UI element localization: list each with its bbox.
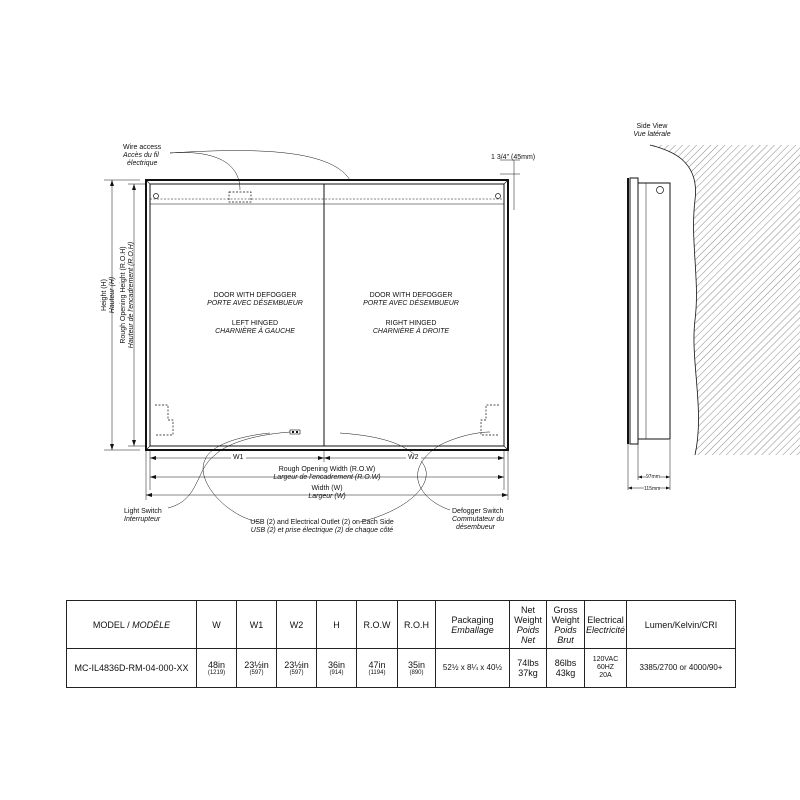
header-electrical: Electrical Electricité	[585, 601, 627, 649]
row-label: Rough Opening Width (R.O.W) Largeur de l'encadrement (R.O.W)	[273, 466, 381, 481]
cell-gross-weight: 86lbs 43kg	[547, 649, 585, 688]
left-door-label: DOOR WITH DEFOGGER PORTE AVEC DÉSEMBUEUR LEFT HINGED CHARNIÈRE À GAUCHE	[207, 292, 303, 335]
roh-label: Rough Opening Height (R.O.H) Hauteur de l'encadrement (R.O.H)	[120, 241, 135, 349]
header-h: H	[317, 601, 357, 649]
header-gross-weight: Gross Weight Poids Brut	[547, 601, 585, 649]
header-w: W	[197, 601, 237, 649]
w1-label: W1	[233, 454, 244, 461]
defogger-switch-label: Defogger Switch Commutateur du désembueur	[452, 508, 505, 531]
usb-outlet-label: USB (2) and Electrical Outlet (2) on Each Side USB (2) et prise électrique (2) de chaque côté	[250, 519, 394, 534]
cell-w: 48in (1219)	[197, 649, 237, 688]
light-switch-label: Light Switch Interrupteur	[124, 508, 162, 523]
right-door-label: DOOR WITH DEFOGGER PORTE AVEC DÉSEMBUEUR RIGHT HINGED CHARNIÈRE À DROITE	[363, 292, 459, 335]
header-lumen: Lumen/Kelvin/CRI	[627, 601, 736, 649]
cell-w1: 23½in (597)	[237, 649, 277, 688]
side-cabinet-body	[638, 183, 670, 439]
header-w2: W2	[277, 601, 317, 649]
spec-table	[66, 600, 736, 688]
cell-h: 36in (914)	[317, 649, 357, 688]
cell-electrical: 120VAC 60HZ 20A	[585, 649, 627, 688]
wire-access-label: Wire access Accès du fil électrique	[123, 144, 162, 167]
cell-net-weight: 74lbs 37kg	[510, 649, 547, 688]
wall-hatch	[650, 145, 800, 455]
header-packaging: Packaging Emballage	[436, 601, 510, 649]
header-w1: W1	[237, 601, 277, 649]
cell-lumen: 3385/2700 or 4000/90+	[627, 649, 736, 688]
header-roh: R.O.H	[398, 601, 436, 649]
cell-packaging: 52½ x 8¼ x 40½	[436, 649, 510, 688]
cell-model: MC-IL4836D-RM-04-000-XX	[67, 649, 197, 688]
w2-label: W2	[408, 454, 419, 461]
dim-115-label: 115mm	[644, 486, 661, 492]
spec-header-row	[67, 601, 736, 649]
header-row: R.O.W	[357, 601, 398, 649]
height-label: Height (H) Hauteur (H)	[101, 276, 116, 314]
header-model: MODEL / MODÈLE	[67, 601, 197, 649]
cell-w2: 23½in (597)	[277, 649, 317, 688]
spec-data-row	[67, 649, 736, 688]
header-net-weight: Net Weight Poids Net	[510, 601, 547, 649]
side-view-title: Side View Vue latérale	[633, 123, 671, 138]
side-door-profile	[630, 178, 638, 444]
width-label: Width (W) Largeur (W)	[308, 485, 346, 500]
dim-97-label: 97mm	[646, 474, 660, 480]
depth-dimension-label: 1 3/4" (45mm)	[491, 154, 536, 161]
cell-roh: 35in (890)	[398, 649, 436, 688]
cell-row: 47in (1194)	[357, 649, 398, 688]
